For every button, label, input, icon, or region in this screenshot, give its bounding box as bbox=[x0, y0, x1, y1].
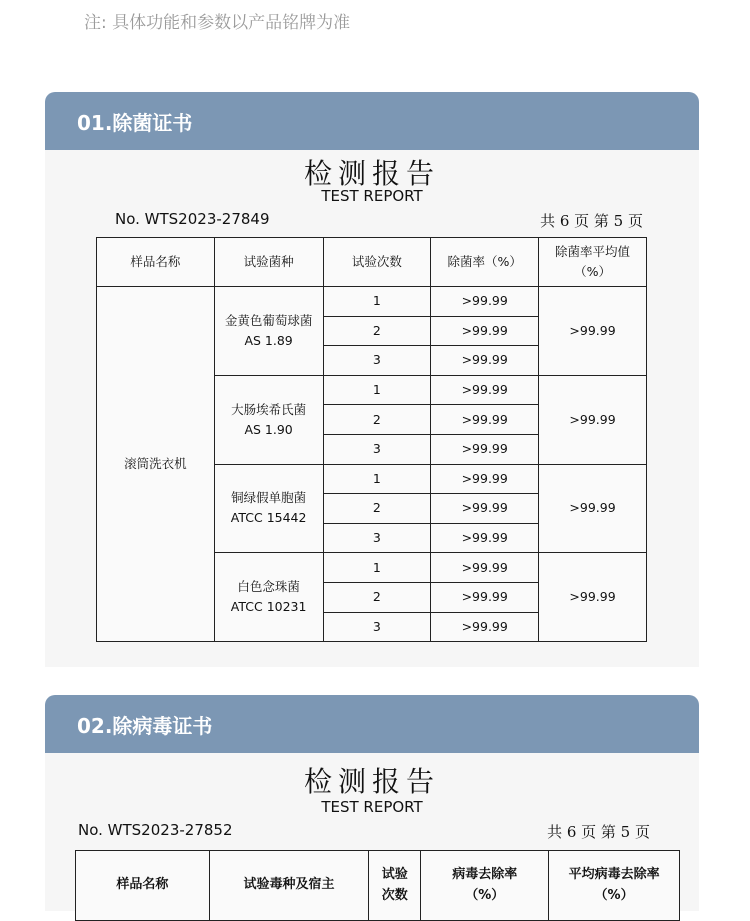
removal-rate-cell: >99.99 bbox=[431, 375, 539, 405]
trial-number-cell: 2 bbox=[323, 316, 431, 346]
removal-rate-cell: >99.99 bbox=[431, 434, 539, 464]
table-row bbox=[97, 287, 647, 317]
header-cell: 病毒去除率（%） bbox=[421, 851, 549, 921]
removal-rate-cell: >99.99 bbox=[431, 316, 539, 346]
report-paper bbox=[45, 150, 699, 667]
results-table bbox=[75, 850, 680, 921]
removal-rate-cell: >99.99 bbox=[431, 346, 539, 376]
sample-name-cell: 滚筒洗衣机 bbox=[97, 287, 215, 642]
removal-rate-cell: >99.99 bbox=[431, 612, 539, 642]
header-cell: 试验毒种及宿主 bbox=[209, 851, 369, 921]
report-paper bbox=[45, 753, 699, 911]
strain-name: 白色念珠菌 bbox=[237, 579, 300, 595]
removal-rate-cell: >99.99 bbox=[431, 494, 539, 524]
header-cell: 除菌率（%） bbox=[431, 238, 539, 287]
removal-rate-cell: >99.99 bbox=[431, 523, 539, 553]
removal-rate-cell: >99.99 bbox=[431, 287, 539, 317]
strain-name: 大肠埃希氏菌 bbox=[231, 401, 307, 417]
report-title: 检测报告 bbox=[303, 765, 440, 798]
footnote: 注: 具体功能和参数以产品铭牌为准 bbox=[84, 13, 351, 33]
report-number: No. WTS2023-27849 bbox=[115, 210, 270, 228]
trial-number-cell: 2 bbox=[323, 405, 431, 435]
average-rate-cell: >99.99 bbox=[539, 287, 647, 376]
section-banner bbox=[45, 92, 699, 150]
header-cell: 平均病毒去除率（%） bbox=[549, 851, 680, 921]
trial-number-cell: 2 bbox=[323, 494, 431, 524]
average-rate-cell: >99.99 bbox=[539, 464, 647, 553]
strain-cell bbox=[214, 464, 323, 553]
trial-number-cell: 1 bbox=[323, 287, 431, 317]
strain-code: AS 1.89 bbox=[244, 332, 293, 348]
removal-rate-cell: >99.99 bbox=[431, 582, 539, 612]
strain-code: ATCC 10231 bbox=[230, 599, 307, 615]
header-cell: 样品名称 bbox=[97, 238, 215, 287]
removal-rate-cell: >99.99 bbox=[431, 553, 539, 583]
strain-cell bbox=[214, 375, 323, 464]
report-title: 检测报告 bbox=[303, 157, 440, 190]
report-subtitle: TEST REPORT bbox=[321, 187, 423, 205]
trial-number-cell: 2 bbox=[323, 582, 431, 612]
section-banner bbox=[45, 695, 699, 753]
removal-rate-cell: >99.99 bbox=[431, 405, 539, 435]
header-cell: 试验菌种 bbox=[214, 238, 323, 287]
report-page-info: 共 6 页 第 5 页 bbox=[547, 823, 650, 841]
report-subtitle: TEST REPORT bbox=[321, 798, 423, 816]
table-header-row bbox=[97, 238, 647, 287]
antibacterial-certificate-section bbox=[45, 92, 699, 667]
header-cell: 试验次数 bbox=[369, 851, 421, 921]
trial-number-cell: 3 bbox=[323, 434, 431, 464]
trial-number-cell: 1 bbox=[323, 375, 431, 405]
section-title: 01.除菌证书 bbox=[77, 110, 193, 135]
trial-number-cell: 3 bbox=[323, 346, 431, 376]
strain-cell bbox=[214, 553, 323, 642]
results-table bbox=[96, 237, 647, 642]
trial-number-cell: 1 bbox=[323, 464, 431, 494]
trial-number-cell: 3 bbox=[323, 523, 431, 553]
header-cell: 样品名称 bbox=[76, 851, 210, 921]
antivirus-certificate-section bbox=[45, 695, 699, 911]
removal-rate-cell: >99.99 bbox=[431, 464, 539, 494]
average-rate-cell: >99.99 bbox=[539, 553, 647, 642]
trial-number-cell: 3 bbox=[323, 612, 431, 642]
report-page-info: 共 6 页 第 5 页 bbox=[540, 212, 643, 230]
report-number: No. WTS2023-27852 bbox=[78, 821, 233, 839]
header-cell: 试验次数 bbox=[323, 238, 431, 287]
table-header-row bbox=[76, 851, 680, 921]
strain-cell bbox=[214, 287, 323, 376]
section-title: 02.除病毒证书 bbox=[77, 713, 213, 738]
strain-code: ATCC 15442 bbox=[230, 510, 307, 526]
average-rate-cell: >99.99 bbox=[539, 375, 647, 464]
header-cell: 除菌率平均值（%） bbox=[539, 238, 647, 287]
trial-number-cell: 1 bbox=[323, 553, 431, 583]
strain-code: AS 1.90 bbox=[244, 421, 293, 437]
strain-name: 金黄色葡萄球菌 bbox=[224, 312, 313, 328]
strain-name: 铜绿假单胞菌 bbox=[231, 490, 307, 506]
